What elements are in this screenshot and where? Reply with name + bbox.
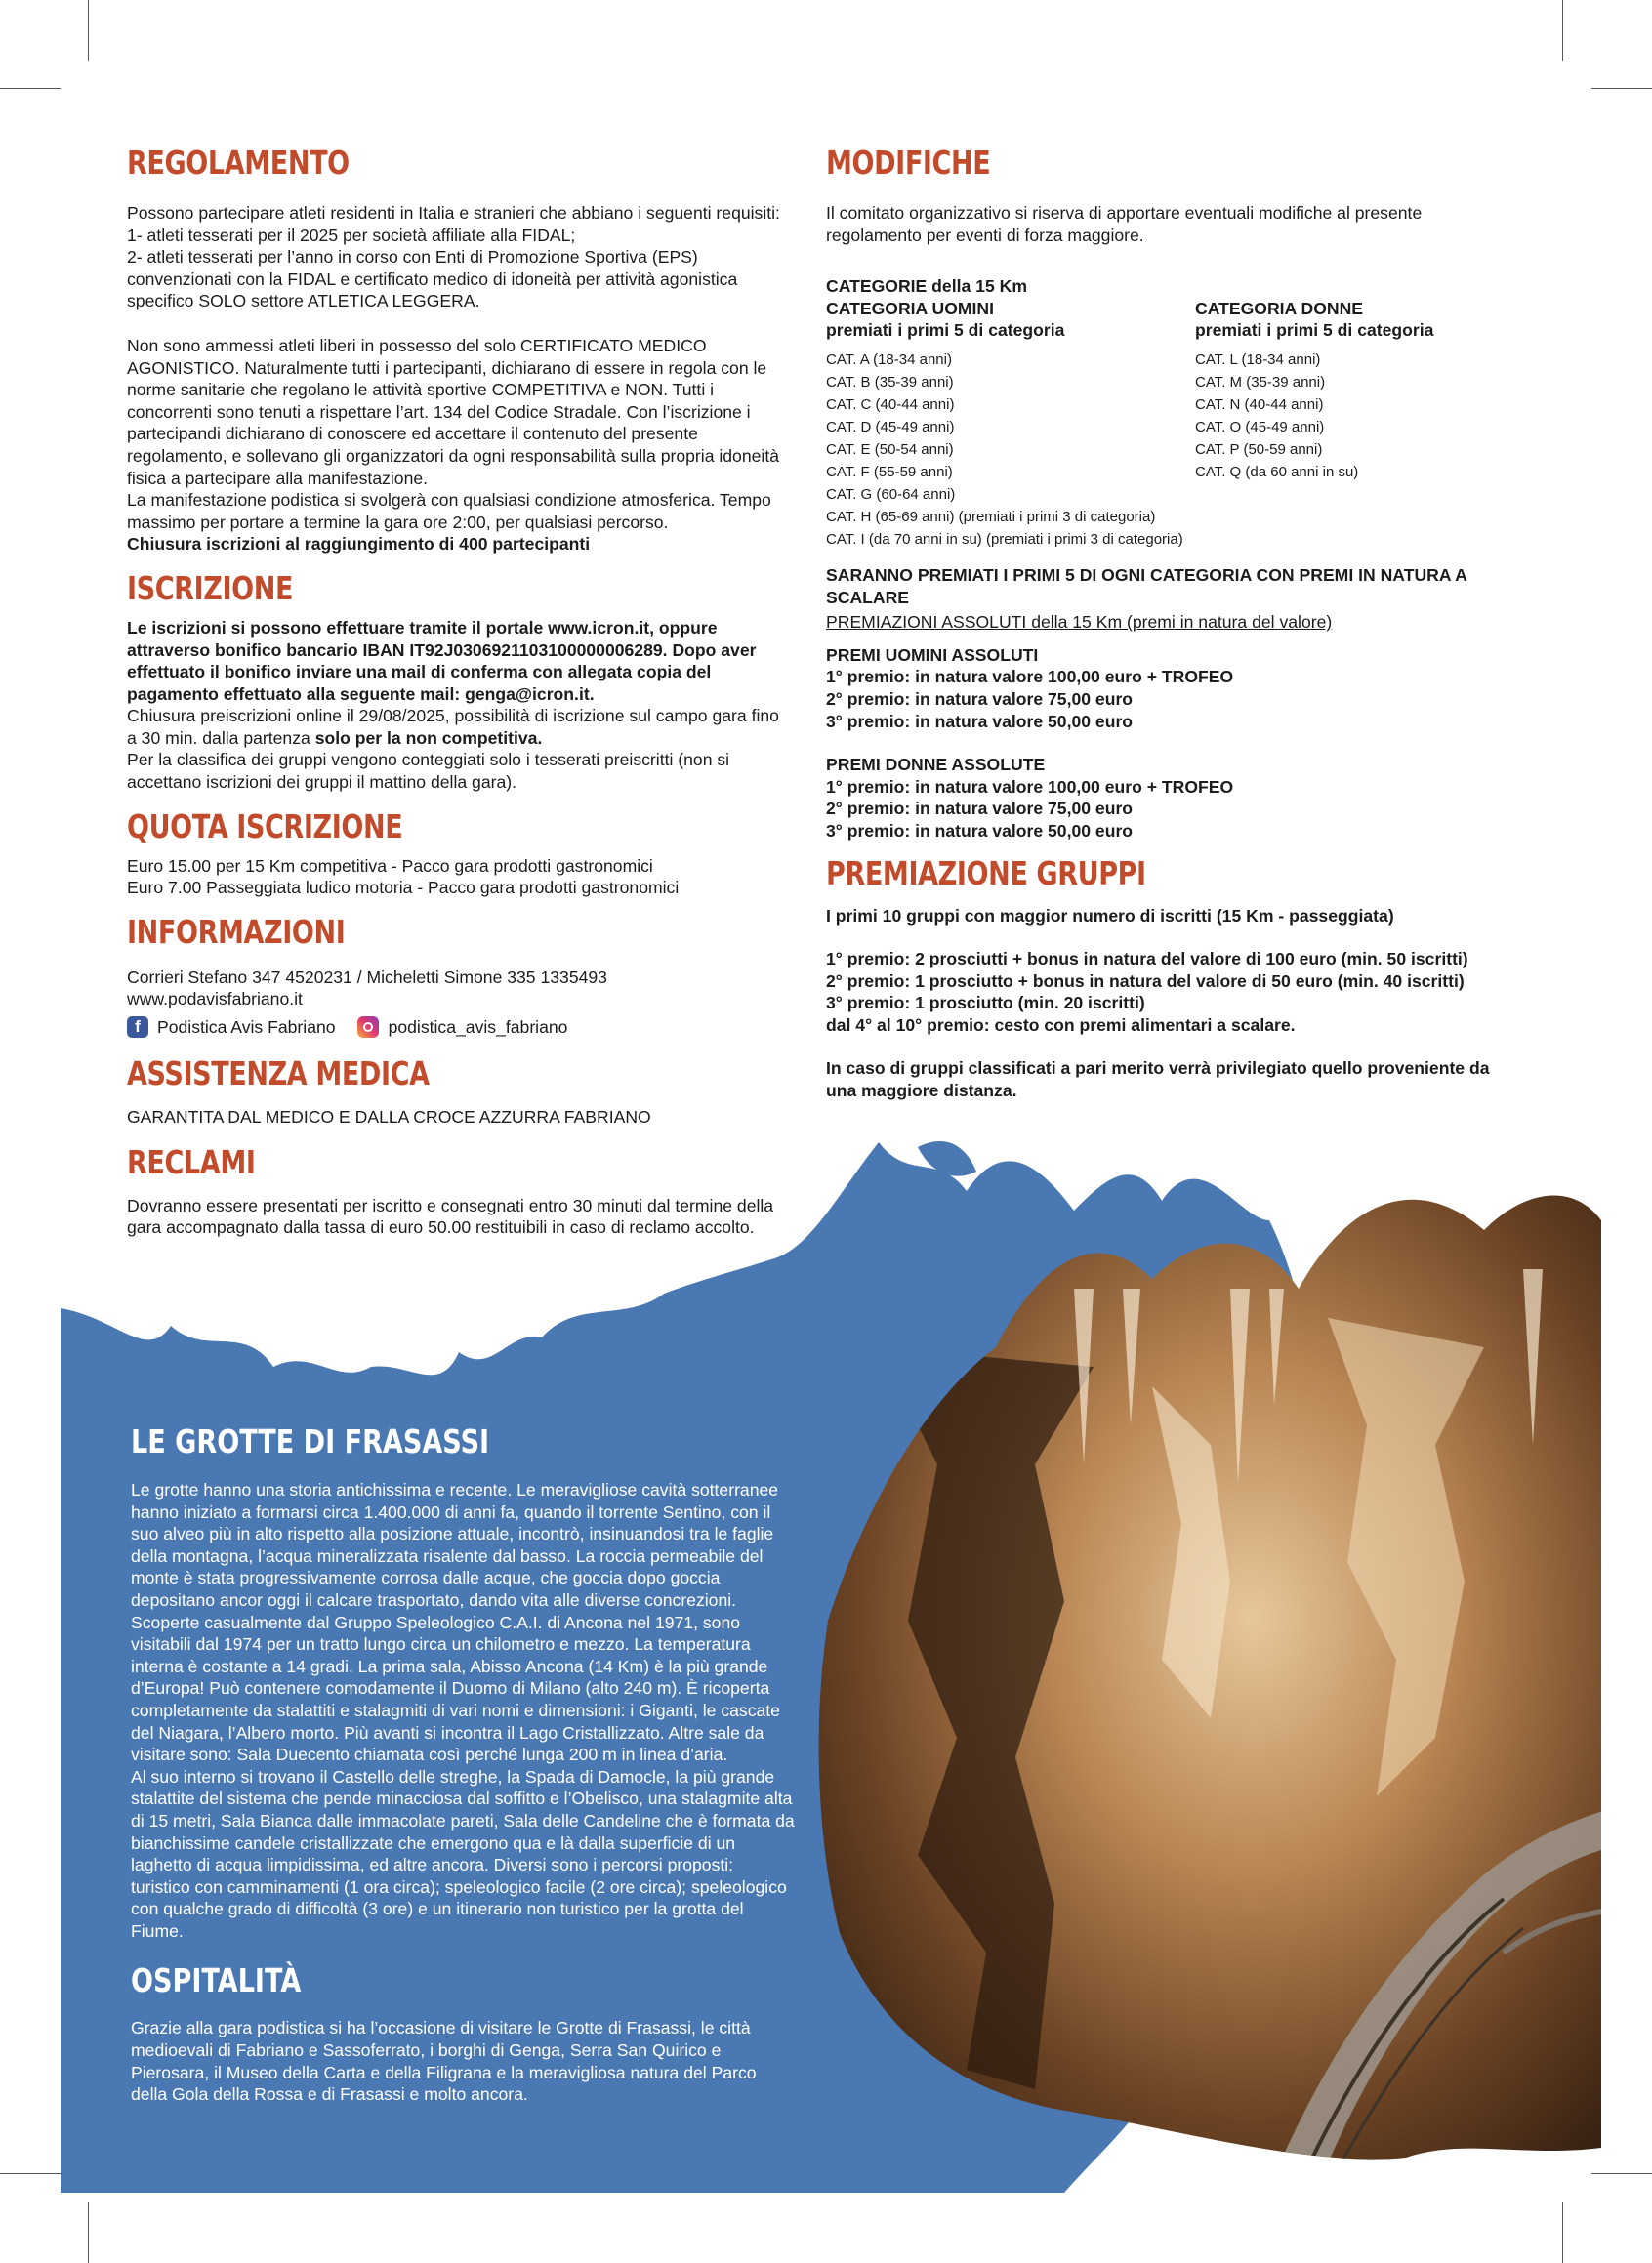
grotte-line: hanno iniziato a formarsi circa 1.400.000 di anni fa, quando il torrente Sentino, con il <box>131 1502 771 1522</box>
category-row <box>826 371 1539 393</box>
category-item: CAT. M (35-39 anni) <box>1195 373 1326 391</box>
grotte-line: interna è costante a 14 gradi. La prima sala, Abisso Ancona (14 Km) è la più grande <box>131 1656 768 1676</box>
iscrizione-line: Per la classifica dei gruppi vengono conteggiati solo i tesserati preiscritti (non si <box>127 750 730 770</box>
modifiche-heading: MODIFICHE <box>826 144 991 182</box>
prize-line: 1° premio: in natura valore 100,00 euro + TROFEO <box>826 776 1234 797</box>
gruppi-prize: 1° premio: 2 prosciutti + bonus in natura del valore di 100 euro (min. 50 iscritti) <box>826 949 1468 969</box>
grotte-line: Al suo interno si trovano il Castello delle streghe, la Spada di Damocle, la più grande <box>131 1766 775 1787</box>
grotte-line: monte è stata progressivamente corrosa dalle acque, che goccia dopo goccia <box>131 1568 721 1588</box>
category-row <box>826 461 1539 483</box>
category-row <box>826 416 1539 438</box>
iscrizione-text: a 30 min. dalla partenza <box>127 727 315 748</box>
category-item: CAT. D (45-49 anni) <box>826 418 955 435</box>
premi-uomini-heading: PREMI UOMINI ASSOLUTI <box>826 644 1039 665</box>
regolamento-line: AGONISTICO. Naturalmente tutti i partecipanti, dichiarano di essere in regola con le <box>127 357 767 378</box>
uomini-heading: CATEGORIA UOMINI <box>826 298 995 318</box>
modifiche-line: regolamento per eventi di forza maggiore. <box>826 225 1144 245</box>
assoluti-heading: PREMIAZIONI ASSOLUTI della 15 Km (premi in natura del valore) <box>826 612 1333 633</box>
regolamento-line: norme sanitarie che regolano le attività sportive COMPETITIVA e NON. Tutti i <box>127 380 715 400</box>
facebook-link[interactable]: Podistica Avis Fabriano <box>157 1017 336 1038</box>
instagram-link[interactable]: podistica_avis_fabriano <box>388 1017 568 1038</box>
grotte-line: laghetto di acqua limpidissima, ed altre ancora. Diversi sono i percorsi proposti: <box>131 1855 734 1875</box>
regolamento-line: concorrenti sono tenuti a rispettare l’art. 134 del Codice Stradale. Con l’iscrizione i <box>127 401 751 422</box>
gruppi-intro: I primi 10 gruppi con maggior numero di iscritti (15 Km - passeggiata) <box>826 905 1394 926</box>
iscrizione-line: Chiusura preiscrizioni online il 29/08/2025, possibilità di iscrizione sul campo gara fino <box>127 706 779 726</box>
reclami-line: Dovranno essere presentati per iscritto e consegnati entro 30 minuti dal termine della <box>127 1195 774 1215</box>
grotte-line: d’Europa! Può contenere comodamente il Duomo di Milano (alto 240 m). È ricoperta <box>131 1678 770 1699</box>
premi-donne-heading: PREMI DONNE ASSOLUTE <box>826 755 1046 775</box>
regolamento-line: 2- atleti tesserati per l’anno in corso con Enti di Promozione Sportiva (EPS) <box>127 247 698 267</box>
quota-line: Euro 15.00 per 15 Km competitiva - Pacco gara prodotti gastronomici <box>127 855 653 876</box>
reclami-heading: RECLAMI <box>127 1142 256 1181</box>
regolamento-line: La manifestazione podistica si svolgerà con qualsiasi condizione atmosferica. Tempo <box>127 490 771 511</box>
ospitalita-line: medioevali di Fabriano e Sassoferrato, i borghi di Genga, Serra San Quirico e <box>131 2040 722 2061</box>
regolamento-line: regolamento, e sollevano gli organizzatori da ogni responsabilità sulla propria idoneità <box>127 445 779 466</box>
saranno-line: SCALARE <box>826 587 910 607</box>
ospitalita-line: Grazie alla gara podistica si ha l’occasione di visitare le Grotte di Frasassi, le città <box>131 2018 751 2038</box>
uomini-subheading: premiati i primi 5 di categoria <box>826 320 1065 341</box>
category-item: CAT. P (50-59 anni) <box>1195 440 1323 458</box>
gruppi-prize: 2° premio: 1 prosciutto + bonus in natura del valore di 50 euro (min. 40 iscritti) <box>826 970 1465 991</box>
iscrizione-heading: ISCRIZIONE <box>127 568 294 607</box>
gruppi-note: una maggiore distanza. <box>826 1081 1017 1101</box>
category-item: CAT. I (da 70 anni in su) (premiati i primi 3 di categoria) <box>826 530 1183 548</box>
grotte-line: con qualche grado di difficoltà (3 ore) e un itinerario non turistico per la grotta del <box>131 1899 744 1919</box>
category-item: CAT. A (18-34 anni) <box>826 350 952 368</box>
grotte-line: bianchissime candele cristallizzate che emergono qua e là dalla superficie di un <box>131 1832 736 1853</box>
regolamento-closing: Chiusura iscrizioni al raggiungimento di 400 partecipanti <box>127 534 591 555</box>
prize-line: 3° premio: in natura valore 50,00 euro <box>826 820 1134 841</box>
prize-line: 3° premio: in natura valore 50,00 euro <box>826 711 1134 731</box>
grotte-heading: LE GROTTE DI FRASASSI <box>131 1422 490 1461</box>
grotte-section <box>131 1422 814 2106</box>
gruppi-heading: PREMIAZIONE GRUPPI <box>826 853 1146 892</box>
regolamento-line: convenzionati con la FIDAL e certificato medico di idoneità per attività agonistica <box>127 268 738 289</box>
modifiche-line: Il comitato organizzativo si riserva di apportare eventuali modifiche al presente <box>826 203 1423 223</box>
informazioni-heading: INFORMAZIONI <box>127 912 346 951</box>
grotte-line: Fiume. <box>131 1920 184 1941</box>
category-item: CAT. Q (da 60 anni in su) <box>1195 463 1359 480</box>
facebook-icon[interactable]: f <box>127 1016 148 1038</box>
category-item: CAT. H (65-69 anni) (premiati i primi 3 di categoria) <box>826 508 1156 525</box>
regolamento-line: specifico SOLO settore ATLETICA LEGGERA. <box>127 291 480 311</box>
assistenza-heading: ASSISTENZA MEDICA <box>127 1054 430 1093</box>
prize-line: 2° premio: in natura valore 75,00 euro <box>826 799 1134 819</box>
social-links <box>127 1016 810 1038</box>
gruppi-note: In caso di gruppi classificati a pari merito verrà privilegiato quello proveniente da <box>826 1058 1490 1079</box>
donne-heading: CATEGORIA DONNE <box>1195 298 1364 318</box>
regolamento-line: Possono partecipare atleti residenti in Italia e stranieri che abbiano i seguenti requisiti: <box>127 203 780 223</box>
regolamento-line: fisica a partecipare alla manifestazione. <box>127 468 429 488</box>
category-item: CAT. O (45-49 anni) <box>1195 418 1325 435</box>
quota-line: Euro 7.00 Passeggiata ludico motoria - Pacco gara prodotti gastronomici <box>127 878 680 898</box>
iscrizione-line: attraverso bonifico bancario IBAN IT92J0306921103100000006289. Dopo aver <box>127 639 757 660</box>
regolamento-line: partecipandi dichiarano di conoscere ed accettare il contenuto del presente <box>127 424 698 444</box>
category-item: CAT. E (50-54 anni) <box>826 440 954 458</box>
category-row <box>826 438 1539 461</box>
category-item: CAT. N (40-44 anni) <box>1195 395 1324 413</box>
reclami-line: gara accompagnato dalla tassa di euro 50.00 restituibili in caso di reclamo accolto. <box>127 1217 755 1238</box>
categorie-headings <box>826 298 1539 320</box>
iscrizione-line: Le iscrizioni si possono effettuare tramite il portale www.icron.it, oppure <box>127 617 718 638</box>
quota-heading: QUOTA ISCRIZIONE <box>127 806 403 845</box>
iscrizione-line: accettano iscrizioni dei gruppi il mattino della gara). <box>127 772 516 793</box>
iscrizione-emphasis: solo per la non competitiva. <box>314 727 543 748</box>
categorie-header: CATEGORIE della 15 Km <box>826 276 1027 297</box>
ospitalita-heading: OSPITALITÀ <box>131 1961 302 2000</box>
ospitalita-line: Pierosara, il Museo della Carta e della Filigrana e la meravigliosa natura del Parco <box>131 2062 757 2082</box>
grotte-line: della montagna, l’acqua mineralizzata risalente dal basso. La roccia permeabile del <box>131 1545 764 1566</box>
right-column <box>826 146 1539 1102</box>
regolamento-heading: REGOLAMENTO <box>127 144 350 182</box>
donne-subheading: premiati i primi 5 di categoria <box>1195 320 1434 341</box>
iscrizione-line: pagamento effettuato alla seguente mail: genga@icron.it. <box>127 683 595 704</box>
regolamento-line: Non sono ammessi atleti liberi in possesso del solo CERTIFICATO MEDICO <box>127 335 707 355</box>
prize-line: 1° premio: in natura valore 100,00 euro + TROFEO <box>826 667 1234 687</box>
category-row <box>826 349 1539 371</box>
category-item: CAT. F (55-59 anni) <box>826 463 953 480</box>
grotte-line: del Niagara, l’Albero morto. Più avanti si incontra il Lago Cristallizzato. Altre sale da <box>131 1722 764 1743</box>
category-item: CAT. L (18-34 anni) <box>1195 350 1321 368</box>
prize-line: 2° premio: in natura valore 75,00 euro <box>826 688 1134 709</box>
assistenza-text: GARANTITA DAL MEDICO E DALLA CROCE AZZURRA FABRIANO <box>127 1107 651 1128</box>
grotte-line: Scoperte casualmente dal Gruppo Speleologico C.A.I. di Ancona nel 1971, sono <box>131 1612 741 1632</box>
grotte-line: visitare sono: Sala Duecento chiamata così perché lunga 200 m in linea d’aria. <box>131 1745 728 1765</box>
category-item: CAT. G (60-64 anni) <box>826 485 956 503</box>
category-item: CAT. B (35-39 anni) <box>826 373 954 391</box>
saranno-line: SARANNO PREMIATI I PRIMI 5 DI OGNI CATEGORIA CON PREMI IN NATURA A <box>826 564 1467 585</box>
grotte-line: visitabili dal 1974 per un tratto lungo circa un chilometro e mezzo. La temperatura <box>131 1634 751 1655</box>
instagram-icon[interactable] <box>357 1016 379 1038</box>
left-column <box>127 146 810 1239</box>
gruppi-prize: 3° premio: 1 prosciutto (min. 20 iscritti) <box>826 993 1145 1013</box>
grotte-line: suo alveo più in alto rispetto alla posizione attuale, incontrò, insinuandosi tra le faglie <box>131 1524 774 1544</box>
website-link[interactable]: www.podavisfabriano.it <box>127 989 303 1009</box>
regolamento-line: 1- atleti tesserati per il 2025 per società affiliate alla FIDAL; <box>127 225 576 245</box>
grotte-line: Le grotte hanno una storia antichissima e recente. Le meravigliose cavità sotterranee <box>131 1480 779 1500</box>
grotte-line: stalattite del sistema che pende minacciosa dal soffitto e l’Obelisco, una stalagmite alta <box>131 1789 793 1809</box>
category-item: CAT. C (40-44 anni) <box>826 395 955 413</box>
grotte-line: turistico con camminamenti (1 ora circa); speleologico facile (2 ore circa); speleologico <box>131 1876 787 1897</box>
categorie-subheadings <box>826 319 1539 342</box>
grotte-line: depositano ancor oggi il calcare trasportato, dando vita alle diverse concrezioni. <box>131 1589 737 1610</box>
gruppi-prize: dal 4° al 10° premio: cesto con premi alimentari a scalare. <box>826 1014 1296 1035</box>
grotte-line: completamente da stalattiti e stalagmiti di vari nomi e dimensioni: i Giganti, le cascate <box>131 1700 780 1720</box>
ospitalita-line: della Gola della Rossa e di Frasassi e molto ancora. <box>131 2084 528 2105</box>
grotte-line: di 15 metri, Sala Bianca dalle immacolate pareti, Sala delle Candeline che è formata da <box>131 1810 795 1831</box>
regolamento-line: massimo per portare a termine la gara ore 2:00, per qualsiasi percorso. <box>127 512 669 532</box>
contacts: Corrieri Stefano 347 4520231 / Micheletti Simone 335 1335493 <box>127 967 607 987</box>
category-row <box>826 393 1539 416</box>
iscrizione-line <box>127 727 810 750</box>
iscrizione-line: effettuato il bonifico inviare una mail di conferma con allegata copia del <box>127 662 712 682</box>
